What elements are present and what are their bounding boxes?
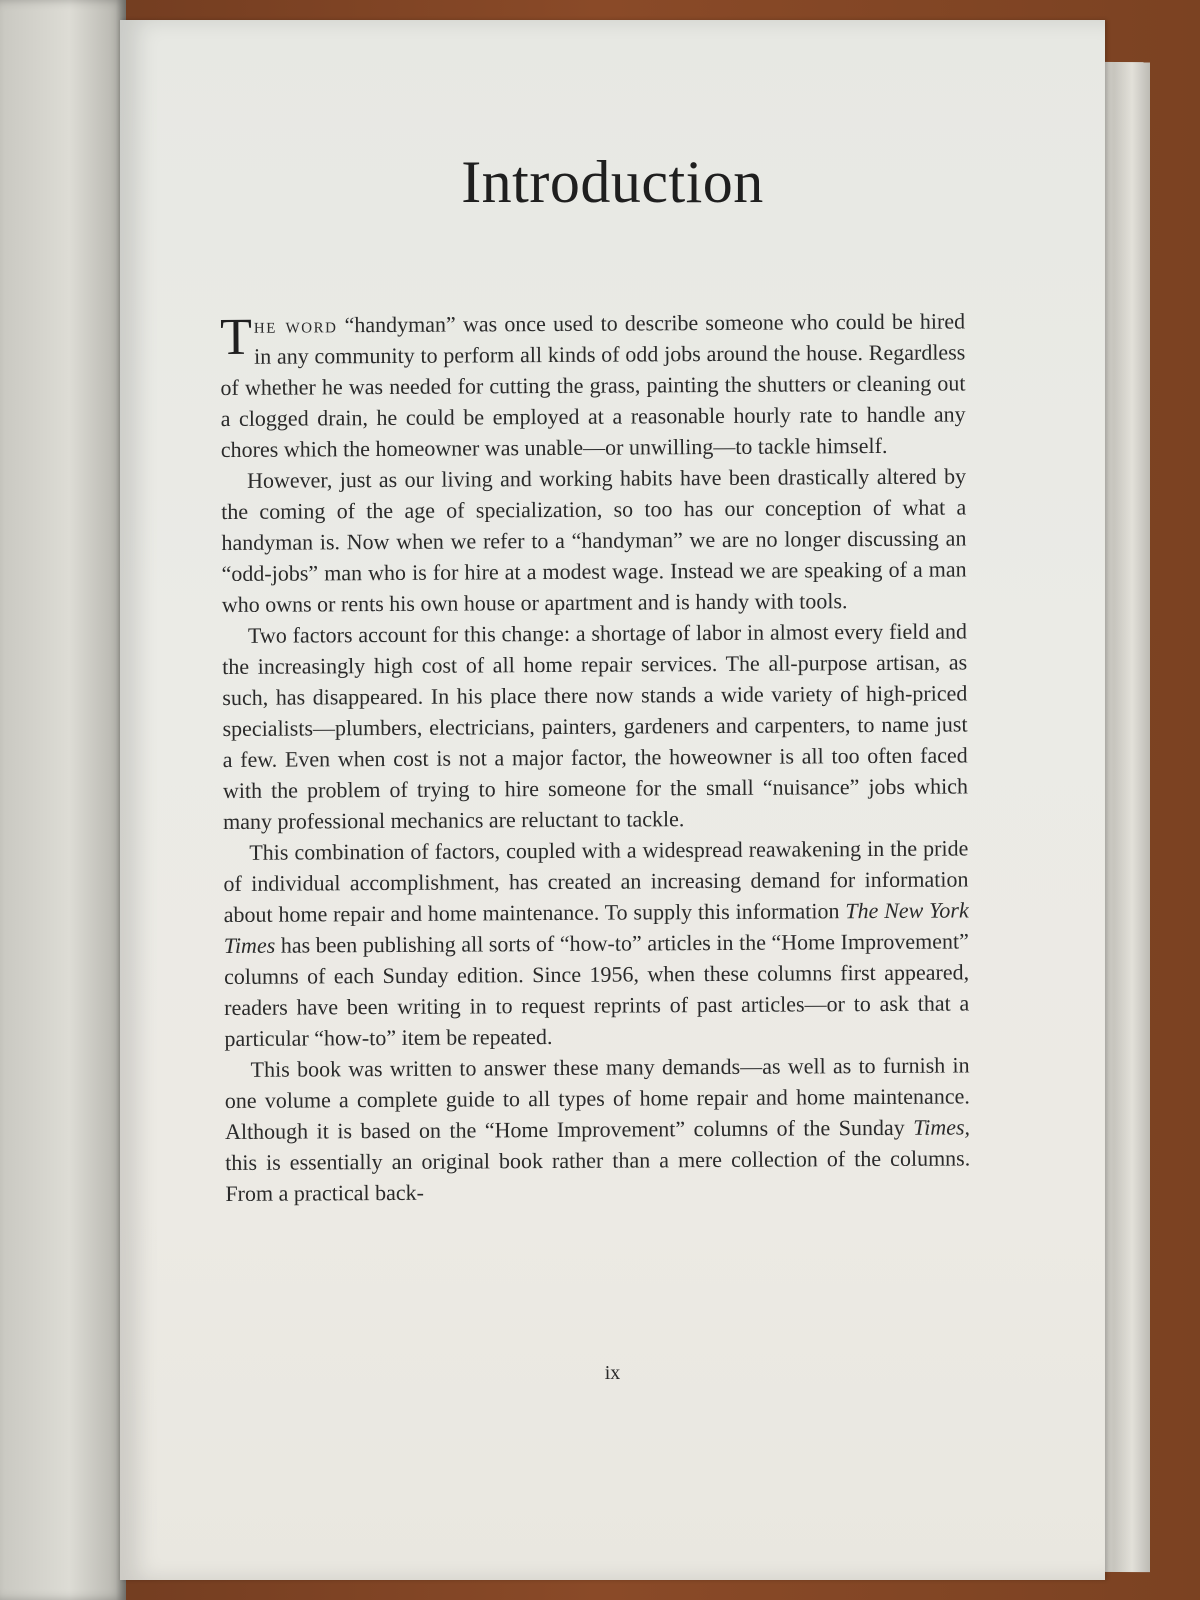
- chapter-title: Introduction: [461, 149, 764, 215]
- paragraph-1: [220, 305, 966, 465]
- times-title: Times,: [913, 1114, 971, 1140]
- paragraph-5: [225, 1049, 971, 1209]
- newspaper-title: The New York Times: [223, 897, 969, 958]
- paragraph-4-text-start: This combination of factors, coupled with a widespread reawakening in the pride of individual accomplishment, has created an increasing demand for information about home repair and home maintenance. To supply this information: [223, 835, 969, 927]
- page-number: ix: [604, 1362, 621, 1384]
- paragraph-2: However, just as our living and working habits have been drastically altered by the coming of the age of specialization, so too has our conception of what a handyman is. Now when we refer to a “handyman” we are no longer discussing an “odd-jobs” man who is for hire at a modest wage. Instead we are speaking of a man who owns or rents his own house or apartment and is handy with tools.: [221, 463, 967, 617]
- paragraph-4: [223, 832, 969, 1054]
- paragraph-5-text-start: This book was written to answer these many demands—as well as to furnish in one volume a complete guide to all types of home repair and home maintenance. Although it is based on the “Home Improvement” columns of the Sunday: [224, 1052, 970, 1144]
- paragraph-4-text-end: has been publishing all sorts of “how-to” articles in the “Home Improvement” columns of each Sunday edition. Since 1956, when these columns first appeared, readers have been writing in to request reprints of past articles—or to ask that a particular “how-to” item be repeated.: [223, 928, 970, 1051]
- book-page: [120, 20, 1105, 1580]
- drop-cap: T: [219, 308, 253, 366]
- body-text: [220, 305, 970, 1209]
- small-caps-lead: he word: [253, 312, 338, 338]
- paragraph-3: Two factors account for this change: a shortage of labor in almost every field and the increasingly high cost of all home repair services. The all-purpose artisan, as such, has disappeared. In his place there now stands a wide variety of high-priced specialists—plumbers, electricians, painters, gardeners and carpenters, to name just a few. Even when cost is not a major factor, the howeowner is all too often faced with the problem of trying to hire someone for the small “nuisance” jobs which many professional mechanics are reluctant to tackle.: [222, 618, 968, 834]
- left-page-edge: [0, 0, 126, 1600]
- paragraph-1-text: “handyman” was once used to describe someone who could be hired in any community to perform all kinds of odd jobs around the house. Regardless of whether he was needed for cutting the grass, painting the shutters or cleaning out a clogged drain, he could be employed at a reasonable hourly rate to handle any chores which the homeowner was unable—or unwilling—to tackle himself.: [220, 308, 966, 462]
- paragraph-5-text-end: this is essentially an original book rather than a mere collection of the columns. From a practical back-: [225, 1145, 971, 1206]
